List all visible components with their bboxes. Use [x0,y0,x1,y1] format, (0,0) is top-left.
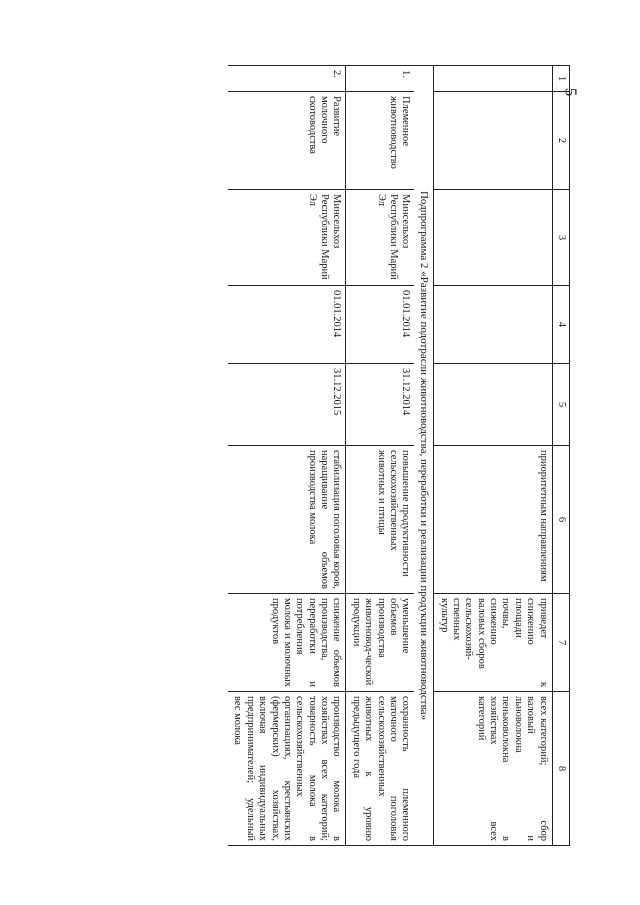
row-executor: Минсельхоз Республики Марий Эл [346,190,414,286]
line: и [525,835,537,841]
row-end: 31.12.2014 [346,364,414,446]
subprogram-title-row [414,66,433,846]
row-indicator: сохранность племенного маточного поголовья сельскохозяйственных животных к уровню предыдущего года [346,692,414,846]
rotated-table-container [100,65,570,845]
row-end: 31.12.2015 [228,364,346,446]
row-indicator: производство молока в хозяйствах всех категорий; товарность молока в сельскохозяйственных организациях, крестьянских (фермерских) хозяйствах, включая индивидуальных предпринимателей; удельный вес молока [228,692,346,846]
row-number: 1. [346,66,414,92]
row-result: повышение продуктивности сельскохозяйственных животных и птицы [346,446,414,594]
line: сбор [537,820,549,841]
line: к [537,681,549,687]
line: категорий [475,696,487,741]
header-row [552,66,569,846]
line: всех категорий; [537,696,549,766]
col-header-4: 4 [552,286,569,364]
table-row [228,66,346,846]
line: почвы, [500,598,512,629]
line: культур [438,598,450,633]
line: хозяйствах [488,696,500,745]
row-start: 01.01.2014 [228,286,346,364]
row-name: Племенное животноводство [346,92,414,190]
continuation-row [434,66,552,846]
program-table [228,65,570,846]
row-result: стабилизация поголовья коров, наращивание объемов производства молока [228,446,346,594]
line: льноволокна [512,696,524,753]
line: в [500,836,512,841]
col-header-3: 3 [552,190,569,286]
line: приведет [537,598,549,639]
row-name: Развитие молочного скотоводства [228,92,346,190]
row-executor: Минсельхоз Республики Марий Эл [228,190,346,286]
continuation-consequence [434,594,552,692]
col-header-1: 1 [552,66,569,92]
continuation-indicator [434,692,552,846]
table-row [346,66,414,846]
col-header-5: 5 [552,364,569,446]
row-consequence: снижение объемов производства, переработки и потребления молока и молочных продуктов [228,594,346,692]
line: снижению [525,598,537,645]
line: пеньковолокна [500,696,512,763]
col-header-7: 7 [552,594,569,692]
row-number: 2. [228,66,346,92]
col-header-2: 2 [552,92,569,190]
row-consequence: уменьшение объемов производства животновод-ческой продукции [346,594,414,692]
line: сельскохозяй- [463,598,475,660]
line: ственных [451,598,462,641]
col-header-8: 8 [552,692,569,846]
row-start: 01.01.2014 [346,286,414,364]
line: снижению [488,598,500,645]
line: площади [512,598,524,638]
page-number: 5 [561,87,581,97]
line: всех [488,821,500,841]
line: валовых сборов [475,598,487,669]
continuation-result: приоритетным направлениям [434,446,552,594]
col-header-6: 6 [552,446,569,594]
line: валовый [525,696,537,734]
subprogram-title: Подпрограмма 2 «Развитие подотрасли животноводства, переработки и реализации продукции животноводства» [414,66,433,846]
